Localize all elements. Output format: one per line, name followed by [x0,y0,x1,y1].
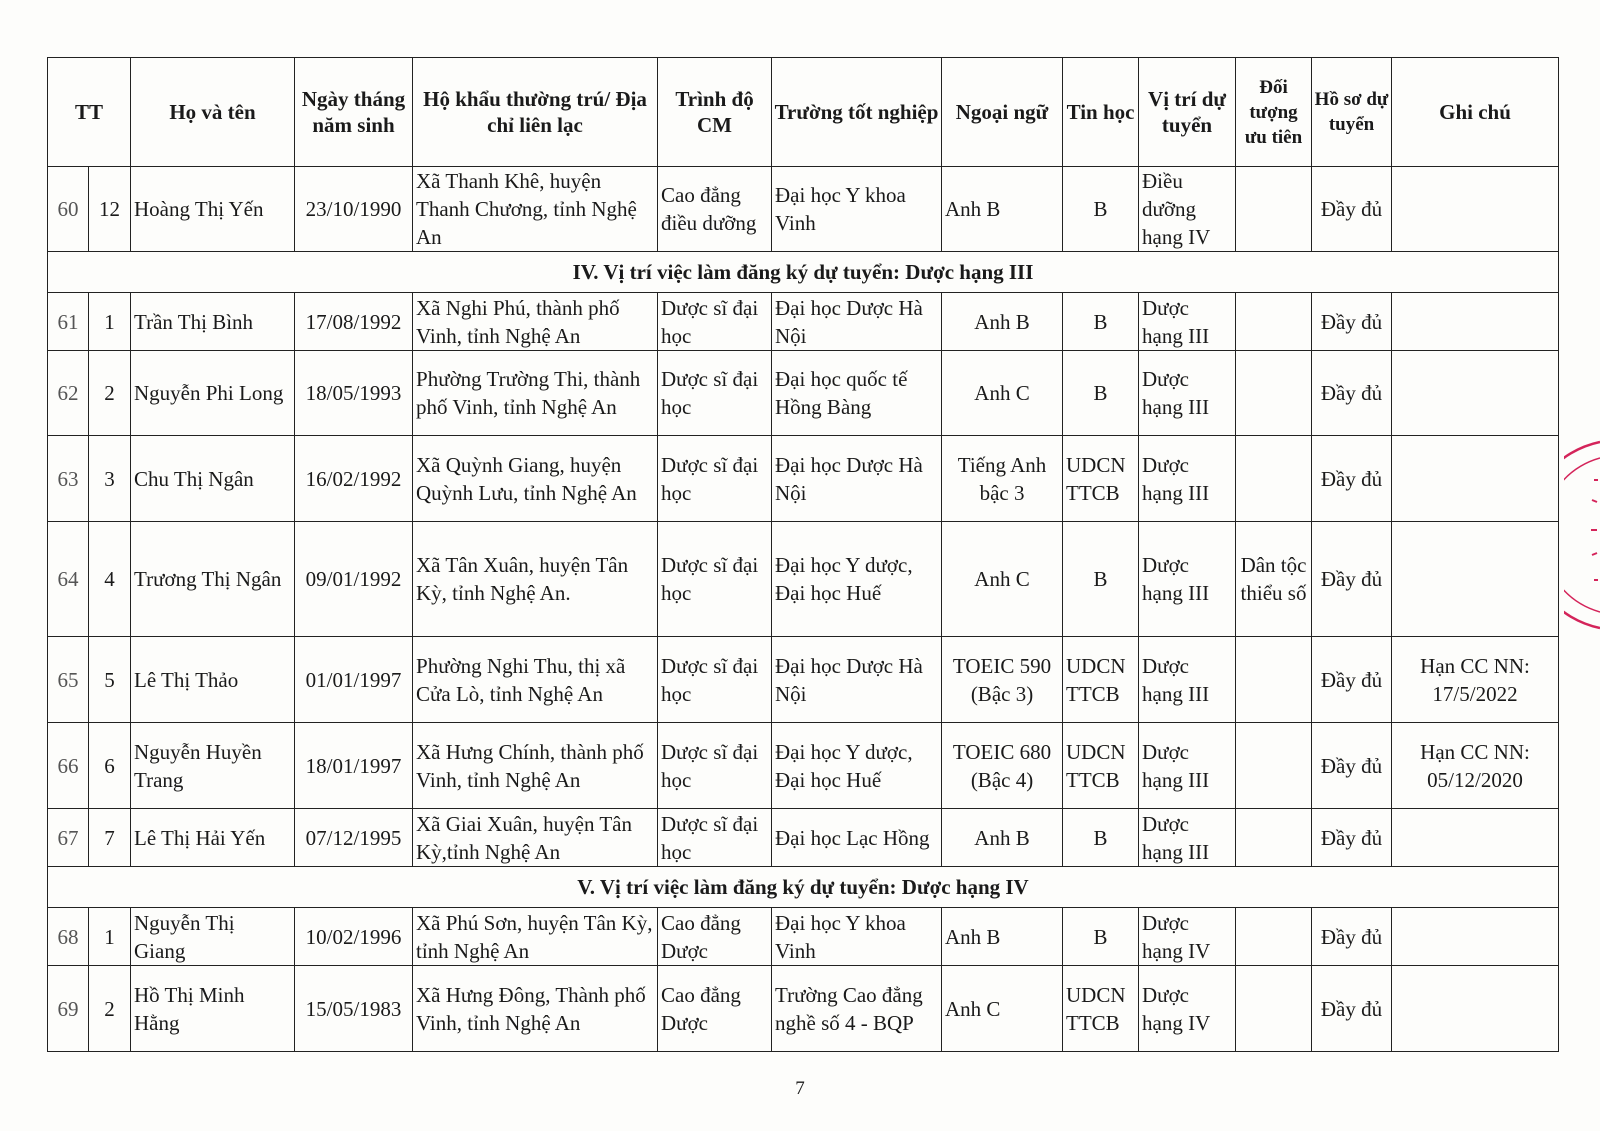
row-name: Nguyễn Huyền Trang [131,723,295,809]
row-file: Đầy đủ [1312,167,1392,252]
row-school: Đại học Dược Hà Nội [772,436,942,522]
table-row [48,637,1559,723]
row-note: Hạn CC NN: 17/5/2022 [1392,637,1559,723]
row-language: Tiếng Anh bậc 3 [942,436,1063,522]
row-note [1392,966,1559,1052]
header-note: Ghi chú [1392,58,1559,167]
row-it: UDCN TTCB [1063,436,1139,522]
row-address: Xã Giai Xuân, huyện Tân Kỳ,tỉnh Nghệ An [413,809,658,867]
row-name: Nguyễn Phi Long [131,351,295,436]
row-name: Hồ Thị Minh Hằng [131,966,295,1052]
row-name: Hoàng Thị Yến [131,167,295,252]
row-no: 6 [89,723,131,809]
row-it: UDCN TTCB [1063,723,1139,809]
row-language: Anh B [942,809,1063,867]
header-priority: Đối tượng ưu tiên [1236,58,1312,167]
row-file: Đầy đủ [1312,637,1392,723]
row-dob: 15/05/1983 [295,966,413,1052]
row-position: Điều dưỡng hạng IV [1139,167,1236,252]
section-title: IV. Vị trí việc làm đăng ký dự tuyển: Dược hạng III [48,252,1559,293]
row-language: TOEIC 590 (Bậc 3) [942,637,1063,723]
row-position: Dược hạng IV [1139,966,1236,1052]
row-position: Dược hạng III [1139,637,1236,723]
row-stt: 69 [48,966,89,1052]
header-position: Vị trí dự tuyển [1139,58,1236,167]
row-position: Dược hạng III [1139,723,1236,809]
row-stt: 65 [48,637,89,723]
row-level: Cao đẳng Dược [658,966,772,1052]
header-row [48,58,1559,167]
row-dob: 01/01/1997 [295,637,413,723]
row-priority [1236,809,1312,867]
row-address: Xã Phú Sơn, huyện Tân Kỳ, tỉnh Nghệ An [413,908,658,966]
candidate-table [47,57,1559,1052]
table-row [48,436,1559,522]
row-no: 12 [89,167,131,252]
row-priority: Dân tộc thiểu số [1236,522,1312,637]
row-level: Dược sĩ đại học [658,436,772,522]
row-it: B [1063,293,1139,351]
table-row [48,723,1559,809]
page-number: 7 [795,1078,805,1099]
row-dob: 16/02/1992 [295,436,413,522]
row-level: Dược sĩ đại học [658,522,772,637]
row-stt: 63 [48,436,89,522]
row-no: 4 [89,522,131,637]
row-no: 2 [89,966,131,1052]
row-note [1392,351,1559,436]
row-dob: 10/02/1996 [295,908,413,966]
row-it: UDCN TTCB [1063,966,1139,1052]
row-address: Xã Nghi Phú, thành phố Vinh, tỉnh Nghệ An [413,293,658,351]
row-note: Hạn CC NN: 05/12/2020 [1392,723,1559,809]
row-note [1392,167,1559,252]
row-position: Dược hạng III [1139,351,1236,436]
table-row [48,293,1559,351]
row-level: Dược sĩ đại học [658,809,772,867]
row-address: Phường Nghi Thu, thị xã Cửa Lò, tỉnh Nghệ An [413,637,658,723]
row-school: Đại học Y khoa Vinh [772,908,942,966]
row-school: Đại học quốc tế Hồng Bàng [772,351,942,436]
table-row [48,908,1559,966]
row-name: Trương Thị Ngân [131,522,295,637]
row-it: B [1063,522,1139,637]
row-no: 1 [89,293,131,351]
row-school: Đại học Dược Hà Nội [772,293,942,351]
row-school: Đại học Y khoa Vinh [772,167,942,252]
row-priority [1236,351,1312,436]
row-dob: 09/01/1992 [295,522,413,637]
row-dob: 17/08/1992 [295,293,413,351]
row-file: Đầy đủ [1312,723,1392,809]
row-language: TOEIC 680 (Bậc 4) [942,723,1063,809]
row-address: Phường Trường Thi, thành phố Vinh, tỉnh Nghệ An [413,351,658,436]
row-language: Anh B [942,908,1063,966]
row-name: Nguyễn Thị Giang [131,908,295,966]
row-language: Anh C [942,966,1063,1052]
row-stt: 64 [48,522,89,637]
row-no: 2 [89,351,131,436]
row-priority [1236,167,1312,252]
row-note [1392,809,1559,867]
table-row [48,809,1559,867]
section-row [48,867,1559,908]
row-language: Anh C [942,351,1063,436]
row-stt: 66 [48,723,89,809]
row-no: 3 [89,436,131,522]
row-language: Anh C [942,522,1063,637]
header-name: Họ và tên [131,58,295,167]
row-stt: 67 [48,809,89,867]
header-dob: Ngày tháng năm sinh [295,58,413,167]
row-dob: 18/01/1997 [295,723,413,809]
row-name: Lê Thị Hải Yến [131,809,295,867]
header-tt: TT [48,58,131,167]
row-language: Anh B [942,293,1063,351]
row-address: Xã Hưng Đông, Thành phố Vinh, tỉnh Nghệ An [413,966,658,1052]
row-address: Xã Quỳnh Giang, huyện Quỳnh Lưu, tỉnh Nghệ An [413,436,658,522]
row-stt: 68 [48,908,89,966]
row-dob: 07/12/1995 [295,809,413,867]
row-position: Dược hạng III [1139,436,1236,522]
row-note [1392,293,1559,351]
row-note [1392,522,1559,637]
row-file: Đầy đủ [1312,522,1392,637]
row-it: B [1063,809,1139,867]
header-school: Trường tốt nghiệp [772,58,942,167]
row-no: 5 [89,637,131,723]
row-school: Trường Cao đẳng nghề số 4 - BQP [772,966,942,1052]
row-dob: 23/10/1990 [295,167,413,252]
row-level: Dược sĩ đại học [658,637,772,723]
row-school: Đại học Lạc Hồng [772,809,942,867]
row-position: Dược hạng III [1139,522,1236,637]
row-address: Xã Thanh Khê, huyện Thanh Chương, tỉnh Nghệ An [413,167,658,252]
row-address: Xã Tân Xuân, huyện Tân Kỳ, tỉnh Nghệ An. [413,522,658,637]
row-it: B [1063,908,1139,966]
row-file: Đầy đủ [1312,908,1392,966]
row-level: Cao đẳng điều dưỡng [658,167,772,252]
row-level: Cao đẳng Dược [658,908,772,966]
header-level: Trình độ CM [658,58,772,167]
row-no: 7 [89,809,131,867]
row-it: UDCN TTCB [1063,637,1139,723]
row-priority [1236,966,1312,1052]
row-priority [1236,908,1312,966]
row-priority [1236,293,1312,351]
table-row [48,351,1559,436]
section-row [48,252,1559,293]
header-address: Hộ khẩu thường trú/ Địa chỉ liên lạc [413,58,658,167]
row-file: Đầy đủ [1312,351,1392,436]
row-file: Đầy đủ [1312,966,1392,1052]
row-name: Lê Thị Thảo [131,637,295,723]
row-school: Đại học Dược Hà Nội [772,637,942,723]
row-name: Chu Thị Ngân [131,436,295,522]
header-file: Hồ sơ dự tuyển [1312,58,1392,167]
row-level: Dược sĩ đại học [658,293,772,351]
table-row [48,522,1559,637]
row-level: Dược sĩ đại học [658,351,772,436]
row-language: Anh B [942,167,1063,252]
row-it: B [1063,167,1139,252]
row-file: Đầy đủ [1312,436,1392,522]
red-seal-stamp [1564,440,1600,630]
table-row [48,167,1559,252]
table-row [48,966,1559,1052]
row-school: Đại học Y dược, Đại học Huế [772,723,942,809]
row-dob: 18/05/1993 [295,351,413,436]
row-file: Đầy đủ [1312,293,1392,351]
row-position: Dược hạng III [1139,809,1236,867]
row-priority [1236,723,1312,809]
row-priority [1236,637,1312,723]
header-it: Tin học [1063,58,1139,167]
row-priority [1236,436,1312,522]
row-note [1392,908,1559,966]
row-no: 1 [89,908,131,966]
row-name: Trần Thị Bình [131,293,295,351]
header-language: Ngoại ngữ [942,58,1063,167]
row-note [1392,436,1559,522]
row-level: Dược sĩ đại học [658,723,772,809]
row-address: Xã Hưng Chính, thành phố Vinh, tỉnh Nghệ An [413,723,658,809]
row-stt: 62 [48,351,89,436]
row-stt: 61 [48,293,89,351]
row-it: B [1063,351,1139,436]
row-position: Dược hạng III [1139,293,1236,351]
row-file: Đầy đủ [1312,809,1392,867]
row-school: Đại học Y dược, Đại học Huế [772,522,942,637]
section-title: V. Vị trí việc làm đăng ký dự tuyển: Dược hạng IV [48,867,1559,908]
row-position: Dược hạng IV [1139,908,1236,966]
row-stt: 60 [48,167,89,252]
